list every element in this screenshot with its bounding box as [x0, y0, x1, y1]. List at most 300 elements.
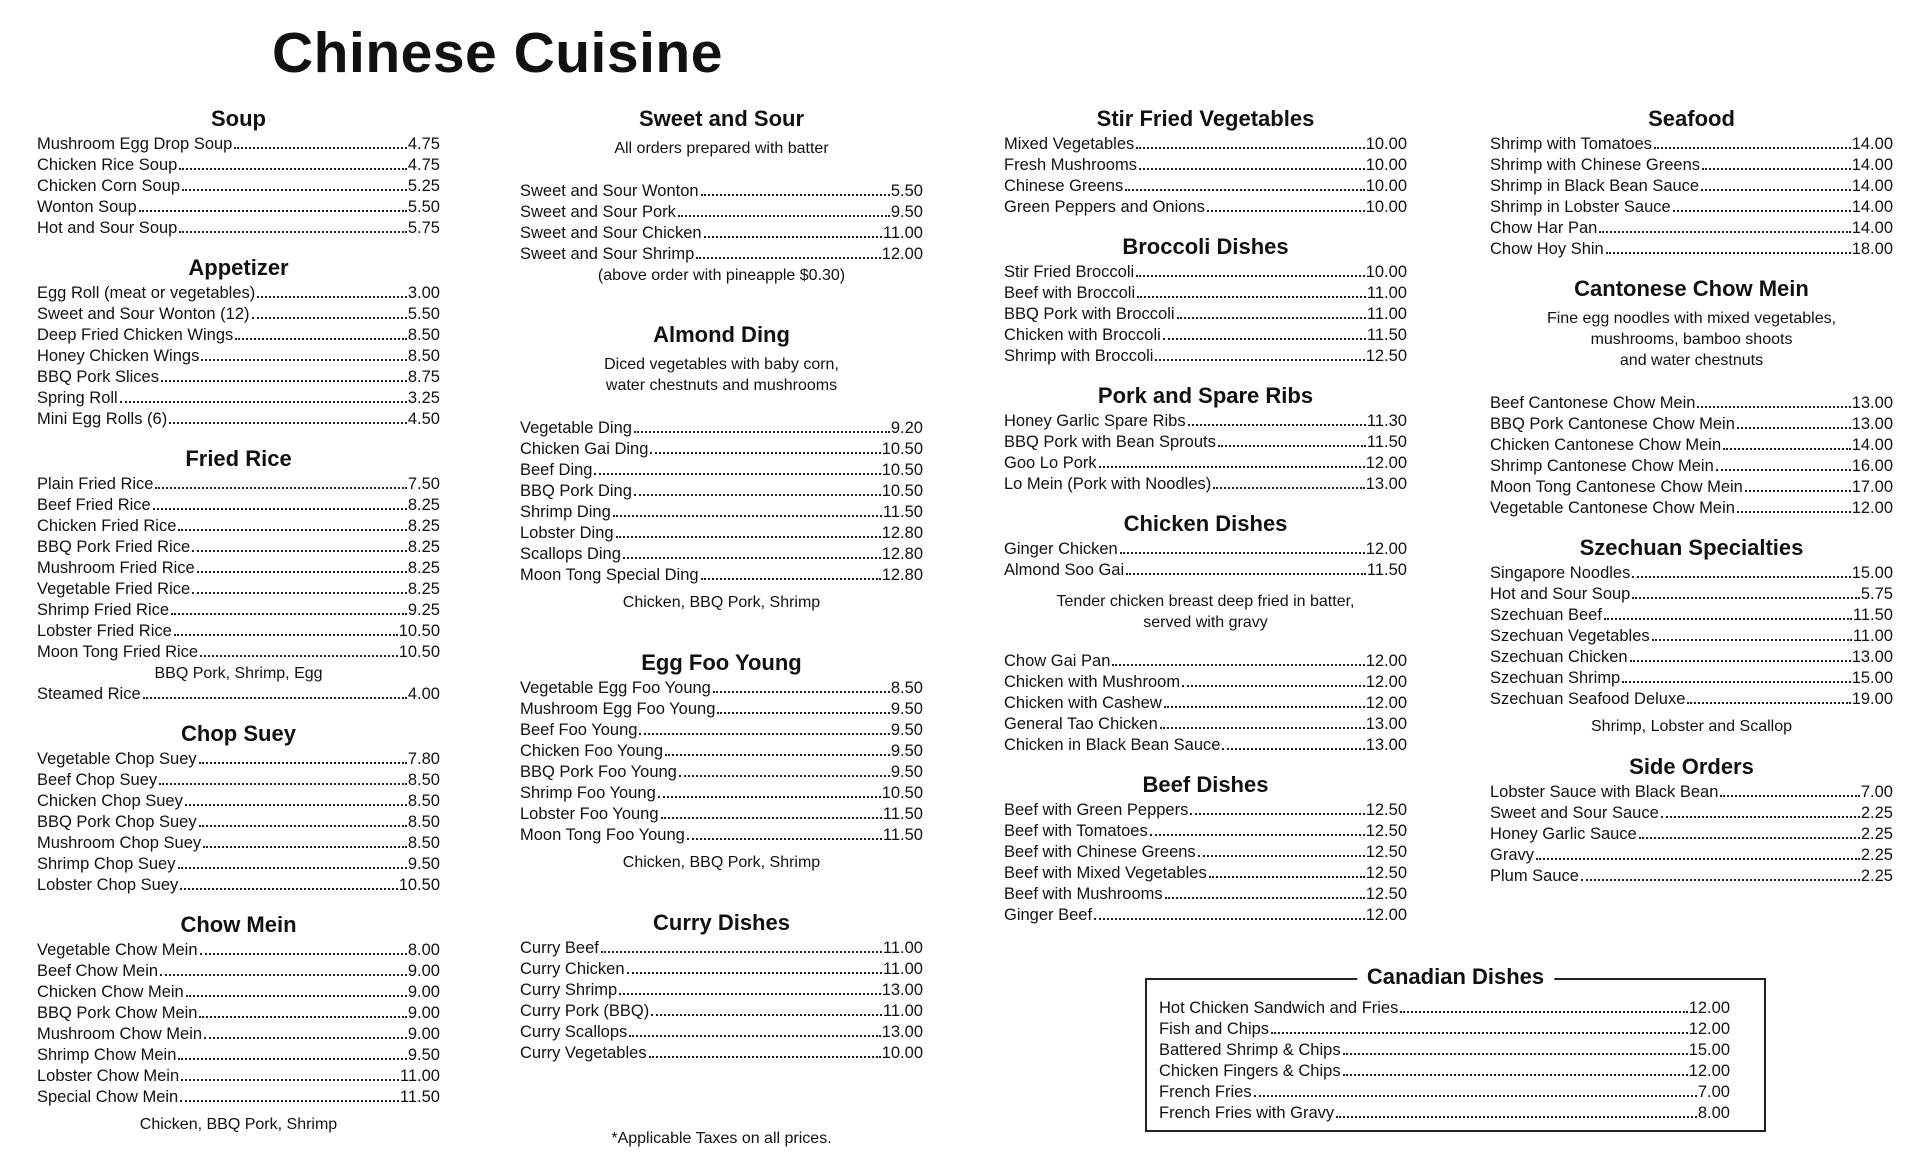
dot-leader — [717, 712, 889, 714]
dot-leader — [235, 338, 407, 340]
item-price: 10.00 — [881, 1044, 923, 1062]
item-name: Chow Har Pan — [1490, 219, 1598, 237]
item-price: 12.00 — [1688, 1020, 1730, 1038]
item-name: Shrimp in Black Bean Sauce — [1490, 177, 1700, 195]
menu-item — [37, 1087, 440, 1108]
dot-leader — [1218, 445, 1366, 447]
item-price: 10.00 — [1365, 177, 1407, 195]
menu-item — [37, 367, 440, 388]
item-price: 15.00 — [1851, 669, 1893, 687]
menu-item — [1159, 1040, 1730, 1061]
item-name: Lobster Fried Rice — [37, 622, 172, 640]
dot-leader — [1222, 748, 1364, 750]
menu-item — [37, 1045, 440, 1066]
menu-item — [37, 558, 440, 579]
item-price: 8.50 — [407, 326, 440, 344]
menu-item — [1004, 905, 1407, 926]
dot-leader — [1112, 664, 1364, 666]
dot-leader — [199, 825, 407, 827]
item-name: BBQ Pork Chop Suey — [37, 813, 197, 831]
menu-column-3 — [1004, 104, 1407, 940]
item-price: 4.75 — [407, 156, 440, 174]
item-price: 11.00 — [1852, 627, 1893, 645]
dot-leader — [1622, 681, 1850, 683]
item-price: 12.80 — [881, 524, 923, 542]
item-price: 14.00 — [1851, 177, 1893, 195]
menu-item — [37, 600, 440, 621]
menu-item — [520, 741, 923, 762]
item-name: Chicken in Black Bean Sauce — [1004, 736, 1221, 754]
dot-leader — [634, 494, 881, 496]
item-name: Deep Fried Chicken Wings — [37, 326, 234, 344]
dot-leader — [1163, 338, 1366, 340]
item-price: 9.00 — [407, 962, 440, 980]
item-name: Beef with Mixed Vegetables — [1004, 864, 1207, 882]
dot-leader — [1632, 576, 1850, 578]
dot-leader — [1702, 168, 1851, 170]
item-name: Shrimp with Tomatoes — [1490, 135, 1653, 153]
menu-item — [37, 516, 440, 537]
item-price: 8.50 — [407, 834, 440, 852]
item-price: 9.50 — [890, 742, 923, 760]
dot-leader — [120, 401, 407, 403]
item-price: 12.00 — [1365, 652, 1407, 670]
section-title: Soup — [211, 106, 266, 131]
item-price: 14.00 — [1851, 135, 1893, 153]
item-price: 8.50 — [407, 792, 440, 810]
item-name: Vegetable Cantonese Chow Mein — [1490, 499, 1735, 517]
menu-item — [1159, 1061, 1730, 1082]
menu-title: Chinese Cuisine — [272, 21, 723, 85]
dot-leader — [1136, 275, 1365, 277]
menu-item — [1004, 134, 1407, 155]
item-name: Spring Roll — [37, 389, 118, 407]
item-name: Chicken Gai Ding — [520, 440, 649, 458]
menu-item — [1004, 432, 1407, 453]
item-price: 12.00 — [1688, 999, 1730, 1017]
dot-leader — [619, 993, 881, 995]
menu-item — [1004, 176, 1407, 197]
menu-item — [37, 642, 440, 663]
section-title: Side Orders — [1629, 754, 1754, 779]
item-name: Sweet and Sour Shrimp — [520, 245, 695, 263]
menu-item — [1490, 584, 1893, 605]
item-name: Sweet and Sour Wonton (12) — [37, 305, 250, 323]
menu-item — [1004, 453, 1407, 474]
dot-leader — [203, 846, 407, 848]
menu-item — [37, 474, 440, 495]
item-name: Curry Scallops — [520, 1023, 628, 1041]
dot-leader — [701, 578, 881, 580]
item-price: 10.50 — [398, 876, 440, 894]
menu-section-egg-foo-young — [520, 648, 923, 874]
dot-leader — [155, 487, 406, 489]
item-price: 11.00 — [882, 1002, 923, 1020]
item-name: Fresh Mushrooms — [1004, 156, 1137, 174]
item-name: BBQ Pork Cantonese Chow Mein — [1490, 415, 1735, 433]
dot-leader — [139, 210, 407, 212]
menu-item — [37, 537, 440, 558]
menu-item — [1004, 560, 1407, 581]
item-name: Hot and Sour Soup — [37, 219, 178, 237]
item-price: 3.00 — [407, 284, 440, 302]
item-price: 9.50 — [407, 1046, 440, 1064]
menu-section-pork-and-spare-ribs — [1004, 381, 1407, 495]
menu-item — [1490, 393, 1893, 414]
dot-leader — [252, 317, 407, 319]
menu-item — [1490, 477, 1893, 498]
menu-item — [37, 409, 440, 430]
menu-item — [37, 854, 440, 875]
menu-section-appetizer — [37, 253, 440, 430]
menu-item — [1004, 474, 1407, 495]
menu-item — [1004, 304, 1407, 325]
item-name: Beef Chop Suey — [37, 771, 158, 789]
item-name: Gravy — [1490, 846, 1535, 864]
dot-leader — [1155, 359, 1364, 361]
item-price: 12.50 — [1365, 822, 1407, 840]
dot-leader — [185, 804, 407, 806]
item-name: Stir Fried Broccoli — [1004, 263, 1135, 281]
menu-item — [37, 875, 440, 896]
dot-leader — [639, 733, 889, 735]
item-price: 11.50 — [1366, 326, 1407, 344]
menu-item — [1490, 845, 1893, 866]
item-price: 8.00 — [407, 941, 440, 959]
dot-leader — [594, 473, 880, 475]
menu-item — [1490, 218, 1893, 239]
dot-leader — [1190, 813, 1364, 815]
item-price: 12.50 — [1365, 801, 1407, 819]
menu-item — [1004, 884, 1407, 905]
menu-item — [37, 218, 440, 239]
menu-item — [520, 481, 923, 502]
item-name: Ginger Beef — [1004, 906, 1093, 924]
dot-leader — [1164, 706, 1365, 708]
menu-item — [1490, 563, 1893, 584]
menu-item — [1490, 134, 1893, 155]
item-price: 12.00 — [1365, 454, 1407, 472]
item-name: Chinese Greens — [1004, 177, 1124, 195]
item-price: 14.00 — [1851, 436, 1893, 454]
dot-leader — [204, 1037, 407, 1039]
menu-section-sweet-and-sour — [520, 104, 923, 286]
menu-item — [37, 812, 440, 833]
menu-column-2 — [520, 104, 923, 1078]
menu-section-broccoli-dishes — [1004, 232, 1407, 367]
menu-section-chicken-dishes — [1004, 509, 1407, 756]
item-price: 9.25 — [407, 601, 440, 619]
menu-item — [37, 1003, 440, 1024]
item-name: Chicken Fried Rice — [37, 517, 177, 535]
menu-item — [1490, 498, 1893, 519]
item-price: 13.00 — [1851, 648, 1893, 666]
item-name: BBQ Pork with Bean Sprouts — [1004, 433, 1216, 451]
menu-item — [1159, 1103, 1730, 1124]
item-price: 7.80 — [407, 750, 440, 768]
item-name: Curry Shrimp — [520, 981, 618, 999]
dot-leader — [1720, 795, 1859, 797]
canadian-dishes-box — [1145, 964, 1766, 1132]
menu-item — [520, 762, 923, 783]
menu-item — [520, 544, 923, 565]
menu-item — [520, 202, 923, 223]
item-name: Shrimp Foo Young — [520, 784, 656, 802]
item-name: Chow Gai Pan — [1004, 652, 1111, 670]
item-price: 10.50 — [881, 440, 923, 458]
dot-leader — [713, 691, 890, 693]
menu-item — [1004, 411, 1407, 432]
dot-leader — [179, 231, 407, 233]
item-price: 12.50 — [1365, 885, 1407, 903]
item-name: Szechuan Beef — [1490, 606, 1602, 624]
item-name: Shrimp Fried Rice — [37, 601, 170, 619]
menu-item — [520, 783, 923, 804]
item-name: Beef Ding — [520, 461, 593, 479]
menu-item — [1490, 176, 1893, 197]
dot-leader — [1723, 448, 1851, 450]
dot-leader — [1604, 618, 1852, 620]
item-name: Mushroom Egg Foo Young — [520, 700, 716, 718]
dot-leader — [1737, 427, 1851, 429]
item-name: Vegetable Ding — [520, 419, 632, 437]
section-title: Chow Mein — [180, 912, 297, 937]
item-price: 13.00 — [881, 1023, 923, 1041]
item-name: BBQ Pork Ding — [520, 482, 632, 500]
menu-item — [1490, 626, 1893, 647]
menu-item — [520, 244, 923, 265]
dot-leader — [651, 1014, 882, 1016]
item-name: Shrimp with Chinese Greens — [1490, 156, 1701, 174]
item-name: Singapore Noodles — [1490, 564, 1631, 582]
section-title: Seafood — [1648, 106, 1735, 131]
menu-item — [520, 980, 923, 1001]
menu-section-fried-rice — [37, 444, 440, 705]
dot-leader — [199, 1016, 406, 1018]
item-price: 8.25 — [407, 538, 440, 556]
item-price: 13.00 — [1365, 475, 1407, 493]
item-name: Sweet and Sour Pork — [520, 203, 676, 221]
item-price: 16.00 — [1851, 457, 1893, 475]
item-price: 12.00 — [1365, 673, 1407, 691]
item-price: 9.50 — [890, 721, 923, 739]
item-name: Lobster Chow Mein — [37, 1067, 180, 1085]
item-price: 11.50 — [1852, 606, 1893, 624]
item-price: 7.50 — [407, 475, 440, 493]
section-footnote: Shrimp, Lobster and Scallop — [1591, 718, 1792, 735]
item-name: Szechuan Seafood Deluxe — [1490, 690, 1686, 708]
menu-item — [37, 1066, 440, 1087]
item-price: 17.00 — [1851, 478, 1893, 496]
menu-item — [520, 938, 923, 959]
dot-leader — [178, 529, 406, 531]
menu-section-stir-fried-vegetables — [1004, 104, 1407, 218]
dot-leader — [143, 697, 407, 699]
menu-item — [1004, 539, 1407, 560]
dot-leader — [178, 867, 407, 869]
dot-leader — [1661, 816, 1860, 818]
taxes-note: *Applicable Taxes on all prices. — [611, 1130, 832, 1147]
item-name: Beef with Broccoli — [1004, 284, 1136, 302]
dot-leader — [1737, 511, 1851, 513]
item-name: Chicken Chop Suey — [37, 792, 183, 810]
item-name: Honey Chicken Wings — [37, 347, 200, 365]
item-name: BBQ Pork Chow Mein — [37, 1004, 198, 1022]
item-name: Green Peppers and Onions — [1004, 198, 1205, 216]
section-note: Diced vegetables with baby corn, water chestnuts and mushrooms — [604, 356, 839, 394]
item-price: 9.00 — [407, 1004, 440, 1022]
item-name: Chicken with Cashew — [1004, 694, 1162, 712]
dot-leader — [1139, 168, 1365, 170]
item-name: Lobster Foo Young — [520, 805, 659, 823]
item-name: Mixed Vegetables — [1004, 135, 1135, 153]
dot-leader — [192, 550, 407, 552]
menu-item — [37, 388, 440, 409]
item-price: 15.00 — [1688, 1041, 1730, 1059]
item-name: BBQ Pork Slices — [37, 368, 159, 386]
section-footnote: (above order with pineapple $0.30) — [597, 267, 846, 284]
section-title: Almond Ding — [653, 322, 790, 347]
dot-leader — [1343, 1074, 1688, 1076]
item-price: 10.50 — [881, 784, 923, 802]
item-name: Moon Tong Cantonese Chow Mein — [1490, 478, 1743, 496]
item-price: 14.00 — [1851, 198, 1893, 216]
section-title: Chop Suey — [181, 721, 296, 746]
dot-leader — [634, 431, 890, 433]
item-price: 11.50 — [882, 503, 923, 521]
item-name: Chicken Corn Soup — [37, 177, 181, 195]
menu-item — [520, 502, 923, 523]
section-title: Pork and Spare Ribs — [1097, 383, 1314, 408]
section-title: Szechuan Specialties — [1579, 535, 1804, 560]
dot-leader — [601, 951, 882, 953]
item-name: Curry Pork (BBQ) — [520, 1002, 650, 1020]
item-price: 9.50 — [890, 203, 923, 221]
item-name: Curry Chicken — [520, 960, 625, 978]
dot-leader — [1136, 147, 1364, 149]
item-name: French Fries — [1159, 1083, 1252, 1101]
item-price: 18.00 — [1851, 240, 1893, 258]
item-name: Honey Garlic Spare Ribs — [1004, 412, 1186, 430]
item-name: Beef Chow Mein — [37, 962, 159, 980]
dot-leader — [161, 380, 407, 382]
item-name: Vegetable Egg Foo Young — [520, 679, 711, 697]
item-name: Chicken Fingers & Chips — [1159, 1062, 1341, 1080]
item-price: 11.50 — [1366, 433, 1407, 451]
dot-leader — [679, 775, 890, 777]
item-name: Beef Fried Rice — [37, 496, 151, 514]
menu-section-beef-dishes — [1004, 770, 1407, 926]
item-price: 9.50 — [890, 763, 923, 781]
dot-leader — [613, 515, 882, 517]
item-price: 11.00 — [399, 1067, 440, 1085]
menu-item — [1004, 863, 1407, 884]
item-name: Battered Shrimp & Chips — [1159, 1041, 1341, 1059]
menu-section-chop-suey — [37, 719, 440, 896]
item-name: Shrimp Chop Suey — [37, 855, 176, 873]
menu-item — [520, 1001, 923, 1022]
item-name: Mushroom Fried Rice — [37, 559, 195, 577]
item-price: 2.25 — [1860, 804, 1893, 822]
item-name: Lobster Ding — [520, 524, 614, 542]
item-name: Moon Tong Foo Young — [520, 826, 685, 844]
item-price: 12.00 — [1365, 540, 1407, 558]
menu-item — [520, 565, 923, 586]
section-footnote: Chicken, BBQ Pork, Shrimp — [622, 594, 821, 611]
menu-item — [520, 523, 923, 544]
dot-leader — [1165, 897, 1365, 899]
item-name: Fish and Chips — [1159, 1020, 1270, 1038]
item-price: 8.25 — [407, 559, 440, 577]
menu-section-chow-mein — [37, 910, 440, 1136]
menu-item — [37, 621, 440, 642]
dot-leader — [200, 655, 398, 657]
menu-item — [37, 579, 440, 600]
menu-item — [1490, 239, 1893, 260]
menu-section-seafood — [1490, 104, 1893, 260]
item-price: 11.50 — [882, 805, 923, 823]
dot-leader — [650, 452, 880, 454]
section-title: Cantonese Chow Mein — [1574, 276, 1809, 301]
item-price: 13.00 — [1365, 715, 1407, 733]
menu-item — [520, 959, 923, 980]
item-price: 11.00 — [882, 939, 923, 957]
dot-leader — [1160, 727, 1365, 729]
menu-item — [1004, 283, 1407, 304]
item-name: Hot and Sour Soup — [1490, 585, 1631, 603]
item-name: Honey Garlic Sauce — [1490, 825, 1637, 843]
item-price: 8.50 — [407, 347, 440, 365]
menu-item — [1490, 456, 1893, 477]
dot-leader — [623, 557, 881, 559]
dot-leader — [1343, 1053, 1688, 1055]
item-name: Vegetable Chow Mein — [37, 941, 198, 959]
dot-leader — [181, 1079, 399, 1081]
item-name: Lobster Chop Suey — [37, 876, 179, 894]
item-price: 10.50 — [398, 643, 440, 661]
dot-leader — [179, 168, 407, 170]
item-price: 11.00 — [882, 224, 923, 242]
item-price: 8.25 — [407, 496, 440, 514]
dot-leader — [1150, 834, 1365, 836]
item-name: Beef with Tomatoes — [1004, 822, 1148, 840]
menu-item — [520, 223, 923, 244]
menu-item — [520, 460, 923, 481]
item-name: BBQ Pork Foo Young — [520, 763, 677, 781]
dot-leader — [1632, 597, 1860, 599]
item-price: 5.75 — [1860, 585, 1893, 603]
menu-item — [1490, 689, 1893, 710]
item-price: 4.75 — [407, 135, 440, 153]
item-name: Mini Egg Rolls (6) — [37, 410, 168, 428]
item-name: Shrimp with Broccoli — [1004, 347, 1154, 365]
menu-section-szechuan-specialties — [1490, 533, 1893, 738]
item-price: 11.00 — [1366, 305, 1407, 323]
section-title: Stir Fried Vegetables — [1096, 106, 1315, 131]
menu-item — [1004, 821, 1407, 842]
item-name: Szechuan Vegetables — [1490, 627, 1650, 645]
item-price: 13.00 — [1851, 394, 1893, 412]
dot-leader — [661, 817, 882, 819]
item-price: 10.50 — [881, 482, 923, 500]
menu-item — [520, 1043, 923, 1064]
dot-leader — [159, 783, 407, 785]
dot-leader — [1213, 487, 1364, 489]
dot-leader — [1125, 189, 1364, 191]
dot-leader — [1599, 231, 1850, 233]
item-name: Shrimp Ding — [520, 503, 611, 521]
item-name: Sweet and Sour Chicken — [520, 224, 702, 242]
